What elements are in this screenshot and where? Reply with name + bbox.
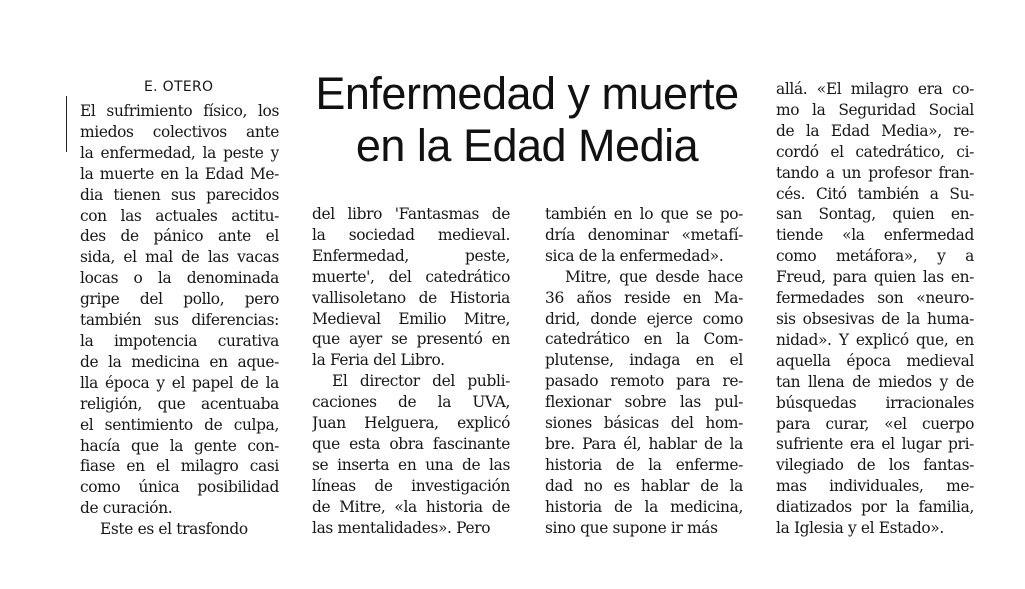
- text-line: Este es el trasfondo: [100, 520, 248, 539]
- text-line: que ayer se presentó en: [312, 330, 510, 349]
- headline-line: Enfermedad y muerte: [315, 68, 739, 119]
- text-line: drid, donde ejerce como: [545, 309, 743, 328]
- text-line: como única posibilidad: [80, 478, 279, 497]
- text-line: Juan Helguera, explicó: [312, 414, 510, 433]
- text-line: miedos colectivos ante: [80, 122, 279, 141]
- text-line: dría denominar «metafí-: [545, 225, 743, 244]
- text-line: cés. Citó también a Su-: [776, 184, 974, 203]
- text-line: dia tienen sus parecidos: [80, 185, 279, 204]
- text-line: fermedades son «neuro-: [776, 289, 974, 308]
- column-rule: [66, 96, 67, 152]
- article-column-4: [776, 79, 974, 539]
- text-line: siones básicas del hom-: [545, 414, 743, 433]
- text-line: de curación.: [80, 499, 173, 518]
- text-line: historia de la medicina,: [545, 497, 743, 516]
- article-column-1: [80, 101, 279, 540]
- text-line: también sus diferencias:: [80, 311, 279, 330]
- headline: [292, 68, 762, 172]
- text-line: líneas de investigación: [312, 476, 510, 495]
- text-line: catedrático en la Com-: [545, 330, 743, 349]
- article-column-3: [545, 204, 743, 539]
- text-line: lla época y el papel de la: [80, 373, 279, 392]
- article-column-2: [312, 204, 510, 539]
- text-line: hacía que la gente con-: [80, 436, 279, 455]
- text-line: de la Edad Media», re-: [776, 121, 974, 140]
- text-line: tiende «la enfermedad: [776, 226, 974, 245]
- text-line: la Feria del Libro.: [312, 351, 445, 370]
- text-line: cordó el catedrático, ci-: [776, 142, 974, 161]
- text-line: sino que supone ir más: [545, 518, 718, 537]
- text-line: muerte', del catedrático: [312, 267, 510, 286]
- text-line: el sentimiento de culpa,: [80, 415, 279, 434]
- text-line: des de pánico ante el: [80, 227, 279, 246]
- text-line: Freud, para quien las en-: [776, 268, 974, 287]
- text-line: búsquedas irracionales: [776, 393, 974, 412]
- text-line: fiase en el milagro casi: [80, 457, 279, 476]
- text-line: la Iglesia y el Estado».: [776, 519, 944, 538]
- text-line: tando a un profesor fran-: [776, 163, 974, 182]
- text-line: sis obsesivas de la huma-: [776, 309, 974, 328]
- text-line: tan llena de miedos y de: [776, 372, 974, 391]
- text-line: Mitre, que desde hace: [565, 267, 743, 286]
- text-line: vallisoletano de Historia: [312, 288, 510, 307]
- text-line: nidad». Y explicó que, en: [776, 330, 974, 349]
- text-line: El sufrimiento físico, los: [80, 102, 279, 120]
- text-line: Enfermedad, peste,: [312, 246, 510, 265]
- text-line: aquella época medieval: [776, 351, 974, 370]
- text-line: mo la Seguridad Social: [776, 100, 974, 119]
- text-line: la impotencia curativa: [80, 331, 279, 350]
- text-line: sida, el mal de las vacas: [80, 248, 279, 267]
- text-line: se inserta en una de las: [312, 455, 510, 474]
- text-line: para curar, «el cuerpo: [776, 414, 974, 433]
- text-line: plutense, indaga en el: [545, 351, 743, 370]
- text-line: también en lo que se po-: [545, 205, 743, 223]
- text-line: diatizados por la familia,: [776, 498, 974, 517]
- text-line: bre. Para él, hablar de la: [545, 434, 743, 453]
- text-line: del libro 'Fantasmas de: [312, 205, 510, 223]
- text-line: historia de la enferme-: [545, 455, 743, 474]
- text-line: de Mitre, «la historia de: [312, 497, 510, 516]
- text-line: pasado remoto para re-: [545, 372, 743, 391]
- text-line: vilegiado de los fantas-: [776, 456, 974, 475]
- text-line: Medieval Emilio Mitre,: [312, 309, 510, 328]
- text-line: que esta obra fascinante: [312, 434, 510, 453]
- text-line: religión, que acentuaba: [80, 394, 279, 413]
- text-line: sufriente era el lugar pri-: [776, 435, 974, 454]
- text-line: san Sontag, quien en-: [776, 205, 974, 224]
- text-line: 36 años reside en Ma-: [545, 288, 743, 307]
- text-line: locas o la denominada: [80, 269, 279, 288]
- text-line: de la medicina en aque-: [80, 352, 279, 371]
- text-line: como metáfora», y a: [776, 247, 974, 266]
- text-line: flexionar sobre las pul-: [545, 393, 743, 412]
- text-line: mas individuales, me-: [776, 477, 974, 496]
- text-line: gripe del pollo, pero: [80, 290, 279, 309]
- text-line: sica de la enfermedad».: [545, 246, 724, 265]
- text-line: El director del publi-: [332, 372, 510, 391]
- text-line: la muerte en la Edad Me-: [80, 164, 279, 183]
- byline: E. OTERO: [144, 79, 214, 95]
- text-line: con las actuales actitu-: [80, 206, 279, 225]
- text-line: allá. «El milagro era co-: [776, 80, 974, 98]
- text-line: caciones de la UVA,: [312, 393, 510, 412]
- headline-line: en la Edad Media: [355, 120, 699, 171]
- text-line: las mentalidades». Pero: [312, 518, 491, 537]
- text-line: la enfermedad, la peste y: [80, 143, 279, 162]
- text-line: la sociedad medieval.: [312, 225, 510, 244]
- text-line: dad no es hablar de la: [545, 476, 743, 495]
